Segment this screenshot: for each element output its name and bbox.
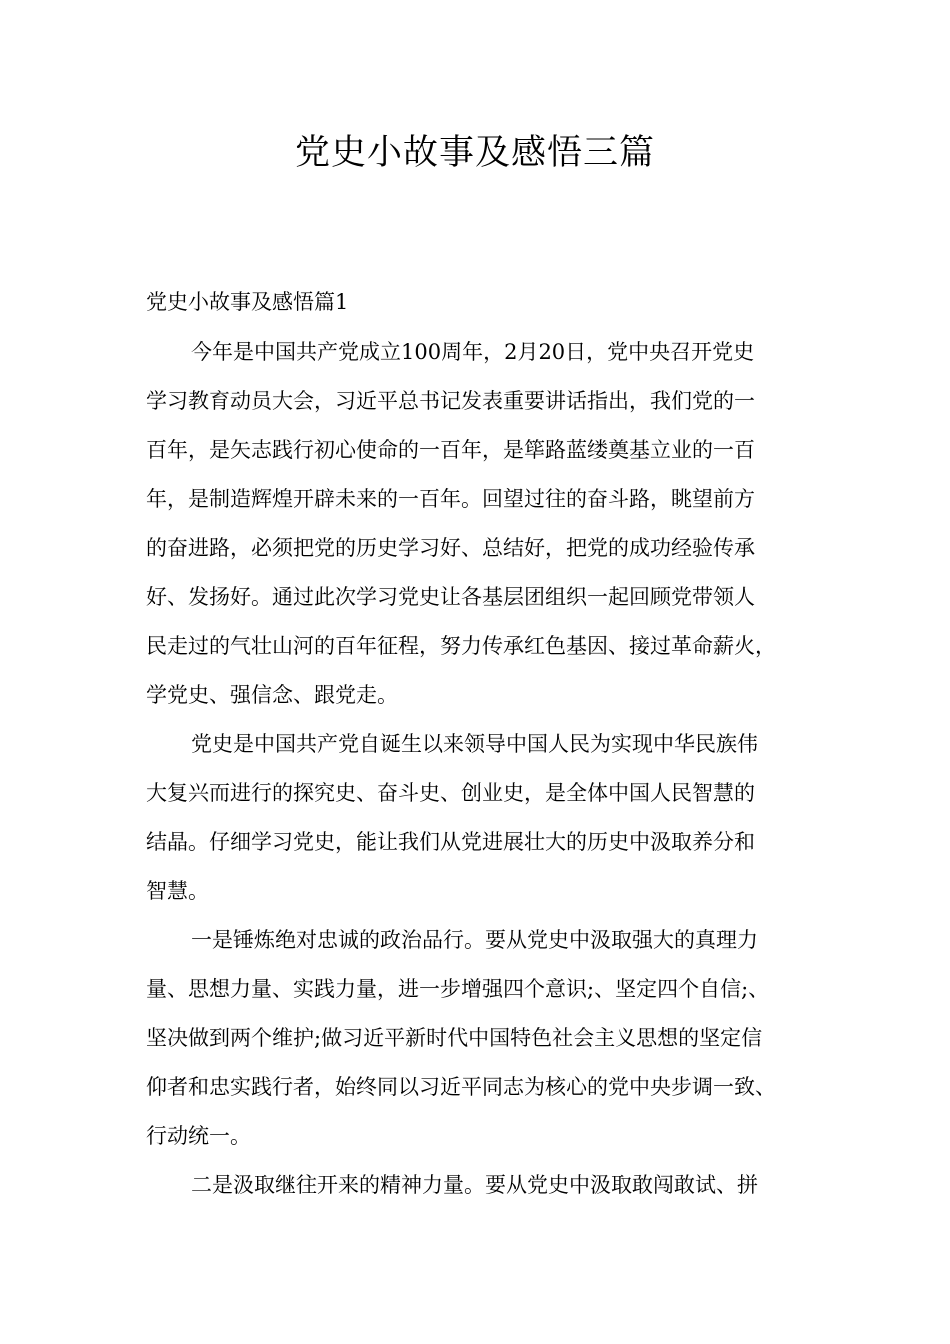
- paragraph-line: 结晶。仔细学习党史，能让我们从党进展壮大的历史中汲取养分和: [146, 830, 755, 854]
- paragraph-line: 年，是制造辉煌开辟未来的一百年。回望过往的奋斗路，眺望前方: [146, 487, 755, 511]
- paragraph-2: [146, 725, 814, 911]
- paragraph-line: 好、发扬好。通过此次学习党史让各基层团组织一起回顾党带领人: [146, 585, 755, 609]
- document-title: 党史小故事及感悟三篇: [294, 133, 655, 173]
- paragraph-line: 百年，是矢志践行初心使命的一百年，是筚路蓝缕奠基立业的一百: [146, 438, 755, 462]
- paragraph-4: [146, 1166, 814, 1205]
- paragraph-line: 学党史、强信念、跟党走。: [146, 683, 398, 707]
- paragraph-line: 仰者和忠实践行者，始终同以习近平同志为核心的党中央步调一致、: [146, 1075, 776, 1099]
- paragraph-line: 的奋进路，必须把党的历史学习好、总结好，把党的成功经验传承: [146, 536, 755, 560]
- paragraph-line: 学习教育动员大会，习近平总书记发表重要讲话指出，我们党的一: [146, 389, 755, 413]
- paragraph-line: 量、思想力量、实践力量，进一步增强四个意识;、坚定四个自信;、: [146, 977, 770, 1001]
- paragraph-3: [146, 921, 814, 1156]
- section-heading: 党史小故事及感悟篇1: [146, 290, 349, 314]
- paragraph-line: 智慧。: [146, 879, 209, 903]
- document-body: [146, 283, 814, 1205]
- paragraph-line: 大复兴而进行的探究史、奋斗史、创业史，是全体中国人民智慧的: [146, 781, 755, 805]
- paragraph-line: 党史是中国共产党自诞生以来领导中国人民为实现中华民族伟: [191, 732, 758, 756]
- paragraph-line: 行动统一。: [146, 1124, 251, 1148]
- paragraph-line: 民走过的气壮山河的百年征程，努力传承红色基因、接过革命薪火，: [146, 634, 776, 658]
- paragraph-line: 二是汲取继往开来的精神力量。要从党史中汲取敢闯敢试、拼: [191, 1173, 758, 1197]
- paragraph-line: 坚决做到两个维护;做习近平新时代中国特色社会主义思想的坚定信: [146, 1026, 763, 1050]
- paragraph-1: [146, 333, 814, 715]
- paragraph-line: 今年是中国共产党成立100周年，2月20日，党中央召开党史: [191, 340, 755, 364]
- paragraph-line: 一是锤炼绝对忠诚的政治品行。要从党史中汲取强大的真理力: [191, 928, 758, 952]
